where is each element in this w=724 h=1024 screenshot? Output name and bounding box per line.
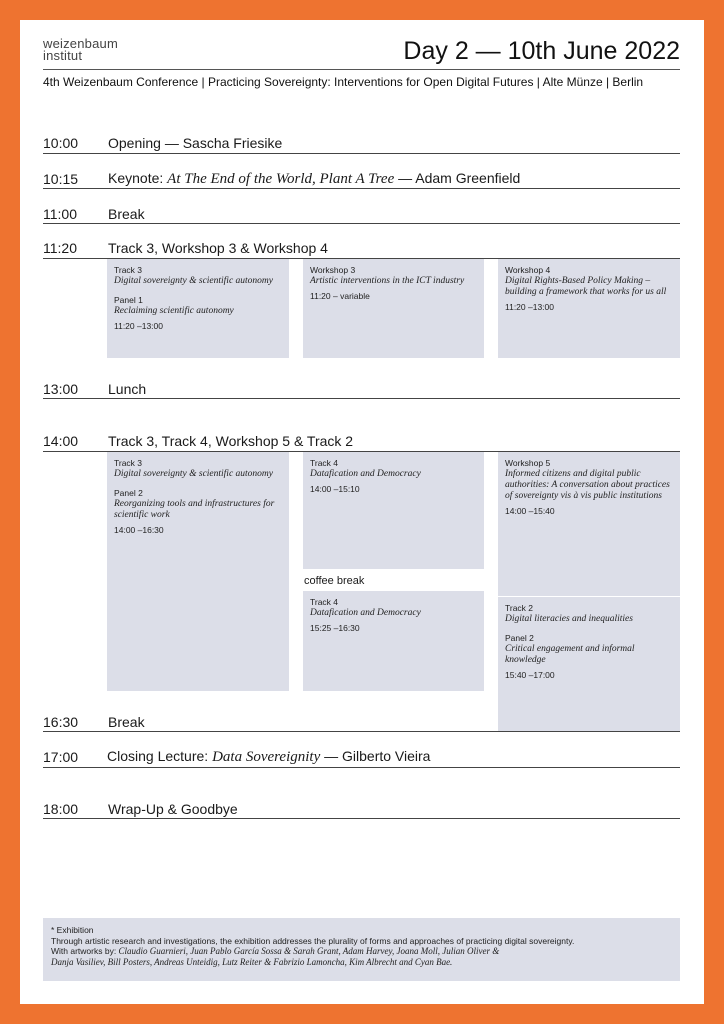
opening-time: 10:00 bbox=[43, 135, 79, 151]
break1-title: Break bbox=[108, 206, 145, 222]
closing-time: 17:00 bbox=[43, 749, 79, 765]
break2-time: 16:30 bbox=[43, 714, 79, 730]
row-divider bbox=[43, 153, 680, 154]
weizenbaum-logo: weizenbaum institut bbox=[43, 36, 118, 63]
lunch-title: Lunch bbox=[108, 381, 147, 397]
header-divider bbox=[43, 69, 680, 70]
lunch-time: 13:00 bbox=[43, 381, 79, 397]
exhibition-note: * Exhibition Through artistic research and investigations, the exhibition addresses the plurality of forms and approaches of practicing digital sovereignty. With artworks by: Claudio Guarnieri, Juan Pablo García Sossa & Sarah Grant, Adam Harvey, Joana Moll, Julian Oliver & Danja Vasiliev, Bill Posters, Andreas Unteidig, Lutz Reiter & Fabrizio Lamoncha, Kim Albrecht and Cyan Bae. bbox=[43, 918, 680, 981]
row-divider bbox=[43, 767, 680, 768]
block1-time: 11:20 bbox=[43, 240, 77, 256]
page-title: Day 2 — 10th June 2022 bbox=[403, 37, 680, 65]
row-divider bbox=[43, 223, 680, 224]
closing-title: Closing Lecture: Data Sovereignity — Gilberto Vieira bbox=[107, 748, 431, 765]
session-card-workshop5: Workshop 5 Informed citizens and digital public authorities: A conversation about practices of sovereignty vis à vis public institutions 14:00 –15:40 bbox=[498, 452, 680, 596]
schedule-page bbox=[20, 20, 704, 1004]
session-card-workshop3: Workshop 3 Artistic interventions in the ICT industry 11:20 – variable bbox=[303, 259, 484, 358]
session-card-track4-b: Track 4 Datafication and Democracy 15:25 –16:30 bbox=[303, 591, 484, 691]
break2-title: Break bbox=[108, 714, 145, 730]
row-divider bbox=[43, 188, 680, 189]
session-card-track3-panel2: Track 3 Digital sovereignty & scientific autonomy Panel 2 Reorganizing tools and infrastructures for scientific work 14:00 –16:30 bbox=[107, 452, 289, 691]
session-card-track4-a: Track 4 Datafication and Democracy 14:00 –15:10 bbox=[303, 452, 484, 569]
row-divider bbox=[43, 731, 680, 732]
conference-subtitle: 4th Weizenbaum Conference | Practicing Sovereignty: Interventions for Open Digital Futures | Alte Münze | Berlin bbox=[43, 75, 644, 89]
wrapup-title: Wrap-Up & Goodbye bbox=[108, 801, 238, 817]
keynote-time: 10:15 bbox=[43, 171, 79, 187]
session-card-track2: Track 2 Digital literacies and inequalities Panel 2 Critical engagement and informal knowledge 15:40 –17:00 bbox=[498, 597, 680, 731]
coffee-break-label: coffee break bbox=[304, 575, 365, 587]
row-divider bbox=[43, 818, 680, 819]
session-card-workshop4: Workshop 4 Digital Rights-Based Policy Making – building a framework that works for us all 11:20 –13:00 bbox=[498, 259, 680, 358]
block2-title: Track 3, Track 4, Workshop 5 & Track 2 bbox=[108, 433, 354, 449]
block1-title: Track 3, Workshop 3 & Workshop 4 bbox=[108, 240, 328, 256]
wrapup-time: 18:00 bbox=[43, 801, 79, 817]
opening-title: Opening — Sascha Friesike bbox=[108, 135, 283, 151]
break1-time: 11:00 bbox=[43, 206, 77, 222]
session-card-track3-panel1: Track 3 Digital sovereignty & scientific autonomy Panel 1 Reclaiming scientific autonomy 11:20 –13:00 bbox=[107, 259, 289, 358]
keynote-title: Keynote: At The End of the World, Plant A Tree — Adam Greenfield bbox=[108, 170, 521, 187]
block2-time: 14:00 bbox=[43, 433, 79, 449]
row-divider bbox=[43, 398, 680, 399]
